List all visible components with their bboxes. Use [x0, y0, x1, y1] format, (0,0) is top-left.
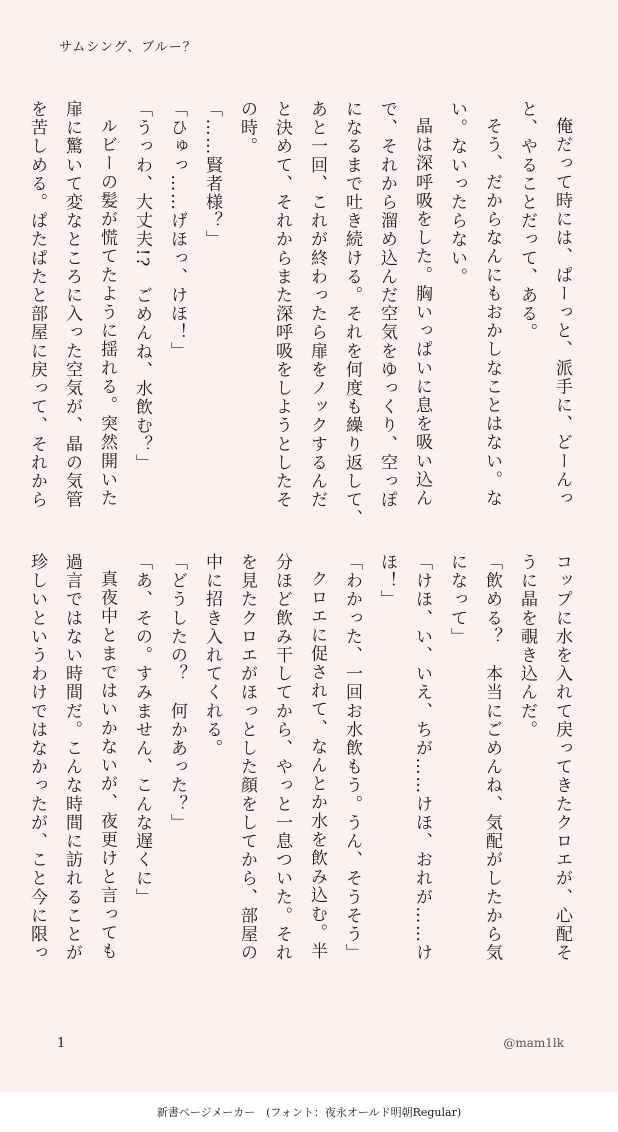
- text-line: と決めて、それからまた深呼吸をしようとしたそ: [272, 100, 292, 510]
- text-line: うに晶を覗き込んだ。: [517, 553, 537, 739]
- text-line: 「どうしたの？ 何かあった？」: [167, 553, 187, 832]
- text-line: になるまで吐き続ける。それを何度も繰り返して、: [342, 100, 362, 528]
- text-line: 珍しいというわけではなかったが、こと今に限っ: [27, 553, 47, 963]
- text-line: 「わかった、一回お水飲もう。うん、そうそう」: [342, 553, 362, 963]
- text-line: 「あ、その。すみません、こんな遅くに」: [132, 553, 152, 907]
- text-line: い。ないったらない。: [447, 100, 467, 286]
- text-line: 分ほど飲み干してから、やっと一息ついた。それ: [272, 553, 292, 963]
- text-block-top: [27, 100, 579, 528]
- text-line: を見たクロエがほっとした顔をしてから、部屋の: [237, 553, 257, 963]
- text-line: 「飲める？ 本当にごめんね、気配がしたから気: [482, 553, 502, 963]
- text-line: の時。: [237, 100, 257, 156]
- text-line: ほ！」: [377, 553, 397, 609]
- text-line: ルビーの髪が慌てたように揺れる。突然開いた: [97, 117, 117, 508]
- author-handle: @mam1lk: [503, 1036, 564, 1050]
- text-line: そう、だからなんにもおかしなことはない。な: [482, 117, 502, 508]
- text-block-bottom: [27, 553, 579, 981]
- text-line: で、それから溜め込んだ空気をゆっくり、空っぽ: [377, 100, 397, 510]
- text-line: 過言ではない時間だ。こんな時間に訪れることが: [62, 553, 82, 963]
- text-line: と、やることだって、ある。: [517, 100, 537, 342]
- text-line: 「うっわ、大丈夫!? ごめんね、水飲む？」: [132, 100, 152, 473]
- text-line: を苦しめる。ぱたぱたと部屋に戻って、それから: [27, 100, 47, 510]
- text-line: 真夜中とまではいかないが、夜更けと言っても: [97, 570, 117, 961]
- text-line: 「ひゅっ……げほっ、けほ！」: [167, 100, 187, 361]
- text-line: 俺だって時には、ぱーっと、派手に、どーんっ: [552, 117, 572, 508]
- footer-credit: 新書ページメーカー (フォント：夜永オールド明朝Regular): [156, 1106, 462, 1119]
- text-line: になって」: [447, 553, 467, 646]
- text-line: 中に招き入れてくれる。: [202, 553, 222, 758]
- text-line: 「……賢者様？」: [202, 100, 222, 249]
- text-line: 「けほ、い、いえ、ちが……けほ、おれが……け: [412, 553, 432, 963]
- text-line: あと一回、これが終わったら扉をノックするんだ: [307, 100, 327, 510]
- text-line: 扉に驚いて変なところに入った空気が、晶の気管: [62, 100, 82, 510]
- text-line: クロエに促されて、なんとか水を飲み込む。半: [307, 570, 327, 961]
- text-line: コップに水を入れて戻ってきたクロエが、心配そ: [552, 553, 572, 963]
- running-title: サムシング、ブルー？: [59, 40, 197, 55]
- text-line: 晶は深呼吸をした。胸いっぱいに息を吸い込ん: [412, 117, 432, 508]
- page-number: 1: [57, 1036, 66, 1051]
